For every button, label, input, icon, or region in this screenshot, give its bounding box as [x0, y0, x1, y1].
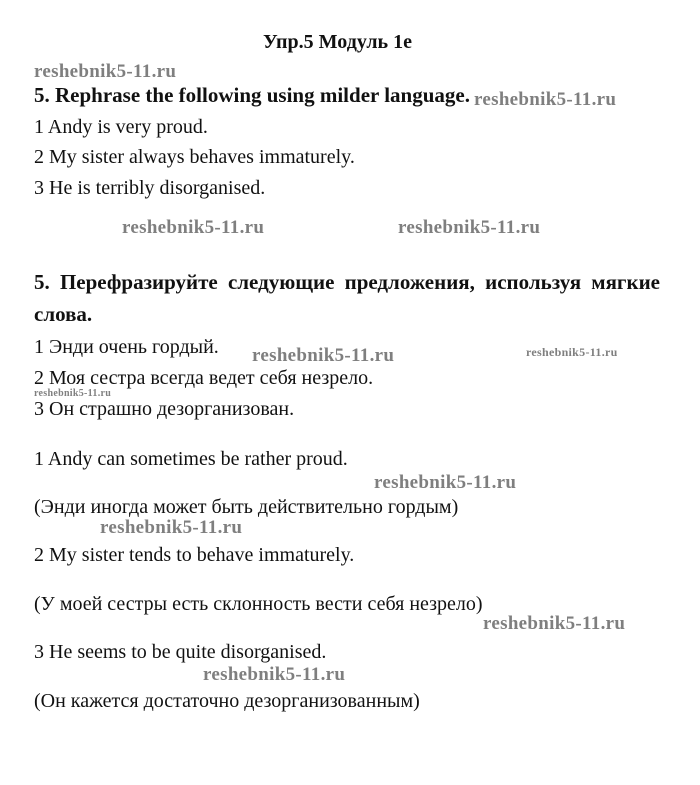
- answer-en-2: 2 My sister tends to behave immaturely.: [34, 544, 355, 566]
- watermark: reshebnik5-11.ru: [100, 517, 243, 538]
- watermark: reshebnik5-11.ru: [34, 388, 112, 399]
- page-title: Упр.5 Модуль 1е: [263, 31, 413, 53]
- answer-ru-2: (У моей сестры есть склонность вести себя незрело): [34, 593, 483, 615]
- exercise-heading-en: 5. Rephrase the following using milder language.: [34, 83, 470, 107]
- watermark: reshebnik5-11.ru: [474, 89, 617, 110]
- exercise-item-ru-1: 1 Энди очень гордый.: [34, 336, 219, 358]
- exercise-item-en-3: 3 He is terribly disorganised.: [34, 177, 266, 199]
- exercise-item-en-2: 2 My sister always behaves immaturely.: [34, 146, 355, 168]
- watermark: reshebnik5-11.ru: [34, 61, 177, 82]
- exercise-item-en-1: 1 Andy is very proud.: [34, 116, 208, 138]
- exercise-item-ru-3: 3 Он страшно дезорганизован.: [34, 398, 295, 420]
- answer-en-1: 1 Andy can sometimes be rather proud.: [34, 448, 348, 470]
- answer-ru-1: (Энди иногда может быть действительно гордым): [34, 496, 459, 518]
- watermark: reshebnik5-11.ru: [252, 345, 395, 366]
- watermark: reshebnik5-11.ru: [122, 217, 265, 238]
- exercise-heading-ru-line1: 5. Перефразируйте следующие предложения, используя мягкие: [34, 270, 660, 294]
- watermark: reshebnik5-11.ru: [398, 217, 541, 238]
- watermark: reshebnik5-11.ru: [526, 345, 618, 359]
- exercise-heading-ru-line2: слова.: [34, 302, 93, 326]
- watermark: reshebnik5-11.ru: [483, 613, 626, 634]
- watermark: reshebnik5-11.ru: [203, 664, 346, 685]
- exercise-item-ru-2: 2 Моя сестра всегда ведет себя незрело.: [34, 367, 374, 389]
- answer-ru-3: (Он кажется достаточно дезорганизованным): [34, 690, 420, 712]
- answer-en-3: 3 He seems to be quite disorganised.: [34, 641, 327, 663]
- watermark: reshebnik5-11.ru: [374, 472, 517, 493]
